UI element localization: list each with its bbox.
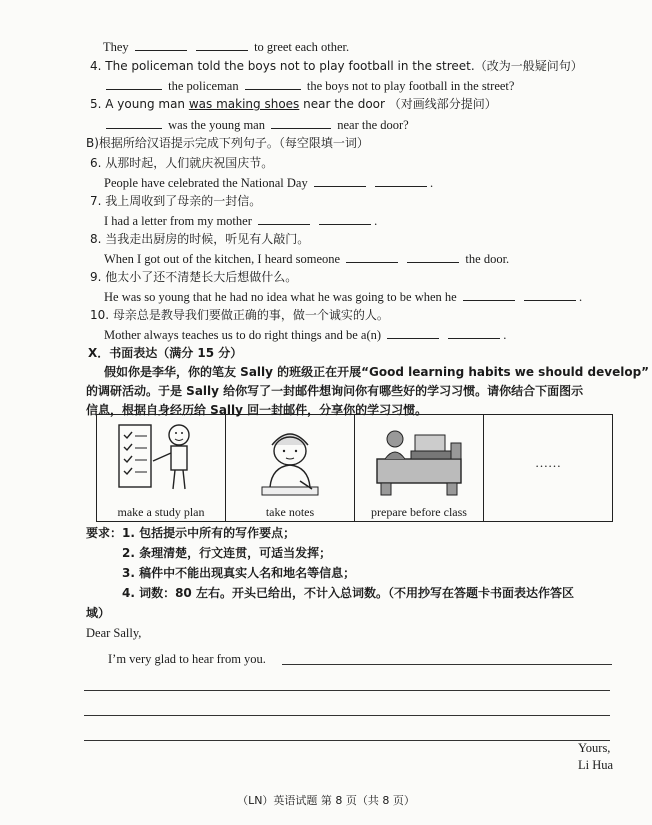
answer-blank[interactable]	[375, 174, 427, 187]
writing-line[interactable]	[84, 715, 610, 716]
q9-en: He was so young that he had no idea what he was going to be when he .	[104, 290, 583, 304]
text: near the door?	[337, 118, 409, 132]
text: was the young man	[168, 118, 265, 132]
answer-blank[interactable]	[524, 288, 576, 301]
section-x-heading: X．书面表达（满分 15 分）	[88, 346, 243, 360]
q5-prompt	[90, 96, 497, 112]
answer-blank[interactable]	[196, 38, 248, 51]
q6-en: People have celebrated the National Day .	[104, 176, 434, 190]
q10-en: Mother always teaches us to do right things and be a(n) .	[104, 328, 507, 342]
picture-take-notes	[226, 415, 355, 521]
q5-answer	[103, 116, 409, 133]
answer-blank[interactable]	[448, 326, 500, 339]
text: the door.	[465, 252, 510, 266]
writing-line[interactable]	[282, 664, 612, 665]
text: near the door （对画线部分提问）	[303, 97, 497, 111]
prepare-class-drawing	[355, 415, 483, 505]
answer-blank[interactable]	[463, 288, 515, 301]
answer-blank[interactable]	[258, 212, 310, 225]
q8-cn: 8. 当我走出厨房的时候，听见有人敲门。	[90, 232, 310, 246]
closing: Yours,	[578, 741, 611, 755]
answer-blank[interactable]	[407, 250, 459, 263]
text: the policeman	[168, 79, 239, 93]
text: People have celebrated the National Day	[104, 176, 308, 190]
text: He was so young that he had no idea what he was going to be when he	[104, 290, 457, 304]
q4-answer	[103, 77, 514, 94]
answer-blank[interactable]	[319, 212, 371, 225]
q7-en: I had a letter from my mother .	[104, 214, 378, 228]
signature: Li Hua	[578, 758, 614, 772]
answer-blank[interactable]	[245, 77, 301, 90]
q9-cn: 9. 他太小了还不清楚长大后想做什么。	[90, 270, 298, 284]
caption-study-plan: make a study plan	[117, 505, 205, 519]
picture-table	[96, 414, 613, 522]
writing-line[interactable]	[84, 740, 610, 741]
requirement-2: 2. 条理清楚，行文连贯，可适当发挥；	[122, 546, 332, 560]
line-1	[103, 38, 349, 55]
page-footer: （LN）英语试题 第 8 页（共 8 页）	[237, 794, 415, 807]
prompt-para-3: 信息，根据自身经历给 Sally 回一封邮件，分享你的学习习惯。	[86, 403, 428, 417]
requirement-3: 3. 稿件中不能出现真实人名和地名等信息；	[122, 566, 356, 580]
text: the boys not to play football in the street?	[306, 79, 515, 93]
answer-blank[interactable]	[346, 250, 398, 263]
text: Mother always teaches us to do right things and be a(n)	[104, 328, 382, 342]
answer-blank[interactable]	[271, 116, 331, 129]
text: They	[103, 40, 129, 54]
text: to greet each other.	[254, 40, 350, 54]
q10-cn: 10. 母亲总是教导我们要做正确的事，做一个诚实的人。	[90, 308, 389, 322]
q8-en	[104, 250, 509, 267]
prompt-para-2: 的调研活动。于是 Sally 给你写了一封邮件想询问你有哪些好的学习习惯。请你结合下面图示	[86, 384, 584, 398]
ellipsis-text: ……	[535, 455, 561, 470]
requirement-4-cont: 域）	[86, 606, 111, 620]
caption-take-notes: take notes	[265, 505, 315, 519]
opening-sentence: I’m very glad to hear from you.	[108, 652, 266, 666]
greeting: Dear Sally,	[86, 626, 142, 640]
requirement-4: 4. 词数：80 左右。开头已给出，不计入总词数。（不用抄写在答题卡书面表达作答区	[122, 586, 574, 600]
answer-blank[interactable]	[106, 77, 162, 90]
q4-prompt: 4. The policeman told the boys not to play football in the street.（改为一般疑问句）	[90, 59, 583, 73]
writing-line[interactable]	[84, 690, 610, 691]
answer-blank[interactable]	[314, 174, 366, 187]
q7-cn: 7. 我上周收到了母亲的一封信。	[90, 194, 262, 208]
take-notes-drawing	[226, 415, 354, 505]
picture-more	[484, 415, 612, 521]
text: 5. A young man	[90, 97, 186, 111]
picture-study-plan	[97, 415, 226, 521]
q6-cn: 6. 从那时起，人们就庆祝国庆节。	[90, 156, 274, 170]
study-plan-drawing	[97, 415, 225, 505]
answer-blank[interactable]	[135, 38, 187, 51]
section-b-heading: B)根据所给汉语提示完成下列句子。（每空限填一词）	[86, 136, 369, 150]
underlined-text: was making shoes	[188, 97, 300, 111]
text: When I got out of the kitchen, I heard someone	[104, 252, 341, 266]
picture-prepare-before-class	[355, 415, 484, 521]
text: I had a letter from my mother	[104, 214, 252, 228]
answer-blank[interactable]	[106, 116, 162, 129]
caption-prepare-before-class: prepare before class	[371, 505, 467, 519]
answer-blank[interactable]	[387, 326, 439, 339]
requirement-1: 要求：1. 包括提示中所有的写作要点；	[86, 526, 296, 540]
prompt-para-1: 假如你是李华，你的笔友 Sally 的班级正在开展“Good learning habits we should develop”	[104, 365, 650, 379]
